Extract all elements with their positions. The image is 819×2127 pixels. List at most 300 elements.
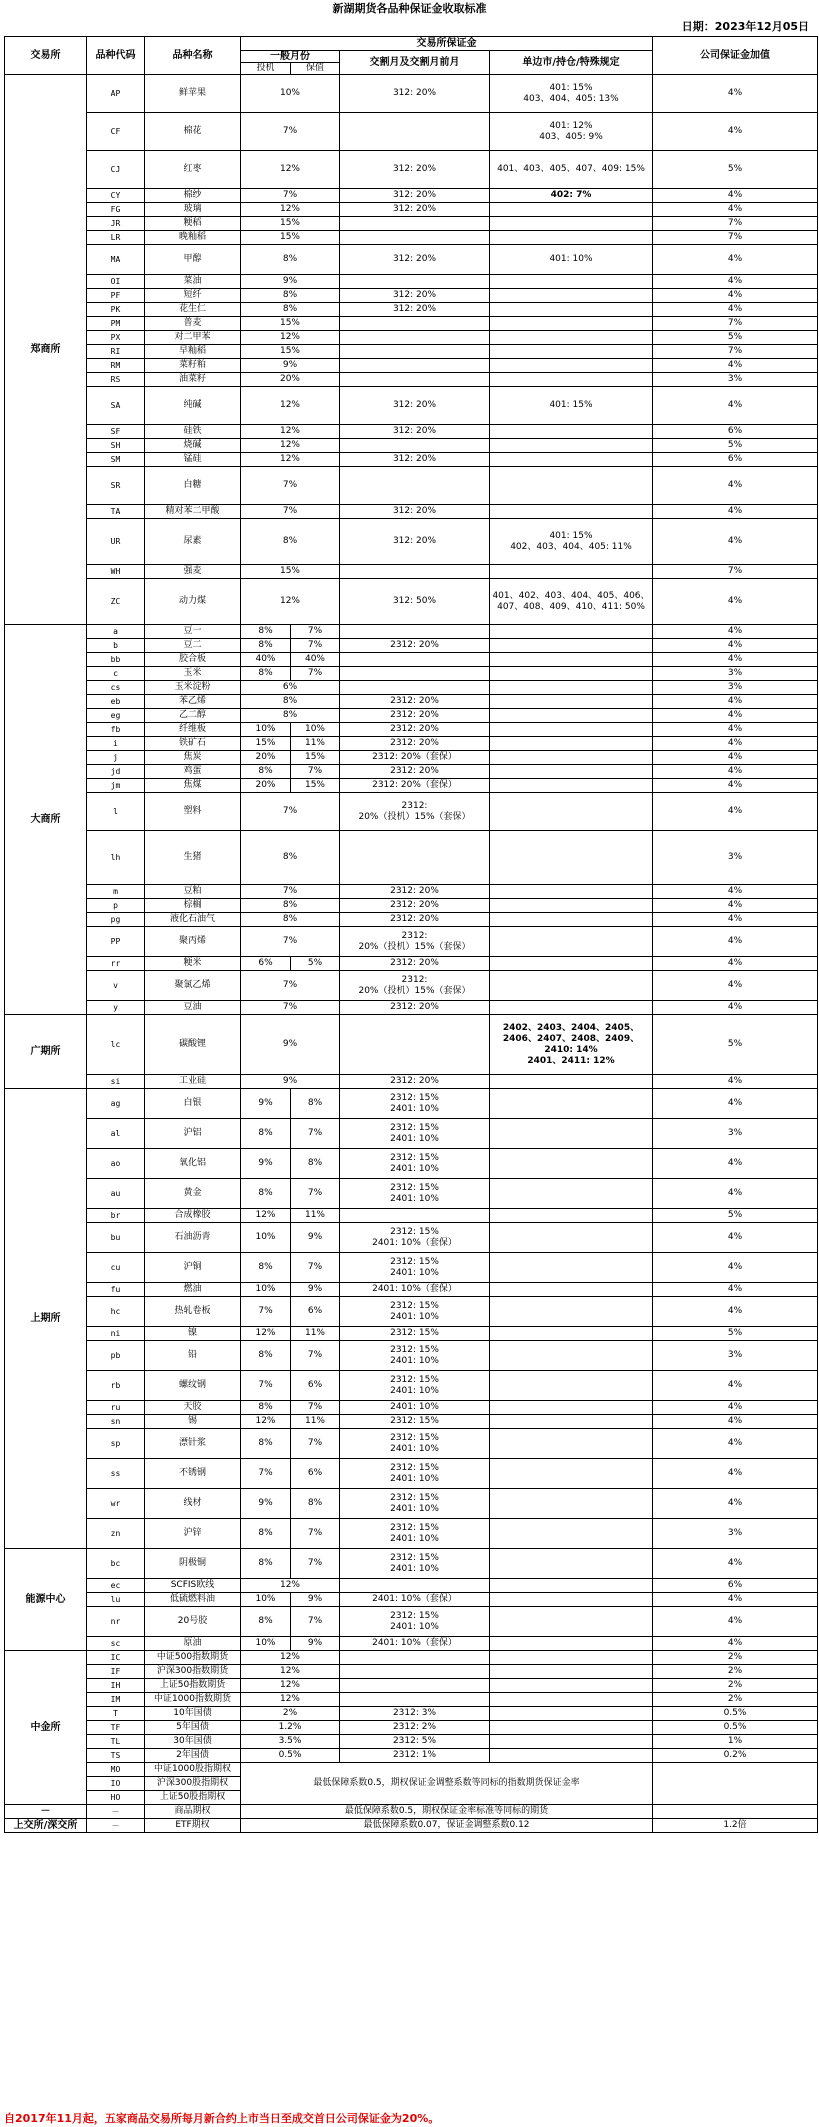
spec-cell: 12% bbox=[241, 1665, 340, 1679]
spec-cell: 8% bbox=[241, 913, 340, 927]
code-cell: eg bbox=[87, 709, 145, 723]
delivery-cell bbox=[340, 439, 490, 453]
special-cell bbox=[490, 1401, 653, 1415]
spec-cell: 12% bbox=[241, 1579, 340, 1593]
code-cell: SM bbox=[87, 453, 145, 467]
spec-cell: 7% bbox=[241, 113, 340, 151]
table-row bbox=[5, 957, 818, 971]
table-row bbox=[5, 203, 818, 217]
special-cell bbox=[490, 1721, 653, 1735]
code-cell: CF bbox=[87, 113, 145, 151]
spec-cell: 6% bbox=[241, 681, 340, 695]
code-cell: fu bbox=[87, 1283, 145, 1297]
delivery-cell: 2312: 20%（投机）15%（套保） bbox=[340, 971, 490, 1001]
special-cell bbox=[490, 765, 653, 779]
company-add-cell: 7% bbox=[653, 565, 818, 579]
hedge-cell: 7% bbox=[291, 1549, 340, 1579]
delivery-cell: 2312: 15% 2401: 10% bbox=[340, 1149, 490, 1179]
code-cell: SA bbox=[87, 387, 145, 425]
name-cell: 棉花 bbox=[145, 113, 241, 151]
company-add-cell: 4% bbox=[653, 579, 818, 625]
code-cell: lc bbox=[87, 1015, 145, 1075]
name-cell: 中证1000股指期权 bbox=[145, 1763, 241, 1777]
special-cell bbox=[490, 899, 653, 913]
spec-cell: 9% bbox=[241, 1089, 291, 1119]
company-add-cell: 4% bbox=[653, 467, 818, 505]
special-cell bbox=[490, 1693, 653, 1707]
table-row bbox=[5, 1819, 818, 1833]
hedge-cell: 7% bbox=[291, 1401, 340, 1415]
header-hedge: 保值 bbox=[291, 63, 340, 75]
company-add-cell: 4% bbox=[653, 1549, 818, 1579]
company-add-cell: 3% bbox=[653, 667, 818, 681]
code-cell: sp bbox=[87, 1429, 145, 1459]
code-cell: HO bbox=[87, 1791, 145, 1805]
header-single-side: 单边市/持仓/特殊规定 bbox=[490, 51, 653, 75]
special-cell bbox=[490, 217, 653, 231]
company-add-cell: 4% bbox=[653, 885, 818, 899]
spec-cell: 10% bbox=[241, 1223, 291, 1253]
hedge-cell: 7% bbox=[291, 1429, 340, 1459]
code-cell: zn bbox=[87, 1519, 145, 1549]
special-cell bbox=[490, 913, 653, 927]
company-add-cell: 5% bbox=[653, 1015, 818, 1075]
delivery-cell bbox=[340, 275, 490, 289]
code-cell: － bbox=[87, 1805, 145, 1819]
name-cell: 白糖 bbox=[145, 467, 241, 505]
table-row bbox=[5, 625, 818, 639]
name-cell: 烧碱 bbox=[145, 439, 241, 453]
code-cell: ZC bbox=[87, 579, 145, 625]
delivery-cell: 312: 20% bbox=[340, 289, 490, 303]
company-add-cell: 4% bbox=[653, 625, 818, 639]
name-cell: 焦煤 bbox=[145, 779, 241, 793]
delivery-cell: 312: 20% bbox=[340, 453, 490, 467]
hedge-cell: 10% bbox=[291, 723, 340, 737]
table-row bbox=[5, 913, 818, 927]
company-add-cell: 2% bbox=[653, 1693, 818, 1707]
spec-cell: 12% bbox=[241, 1679, 340, 1693]
table-row bbox=[5, 359, 818, 373]
table-row bbox=[5, 885, 818, 899]
code-cell: SH bbox=[87, 439, 145, 453]
special-cell bbox=[490, 625, 653, 639]
spec-cell: 10% bbox=[241, 1637, 291, 1651]
spec-cell: 12% bbox=[241, 439, 340, 453]
table-row bbox=[5, 1489, 818, 1519]
header-delivery-month: 交割月及交割月前月 bbox=[340, 51, 490, 75]
company-add-cell: 4% bbox=[653, 289, 818, 303]
spec-cell: 8% bbox=[241, 1179, 291, 1209]
delivery-cell: 312: 20% bbox=[340, 387, 490, 425]
name-cell: 锰硅 bbox=[145, 453, 241, 467]
table-row bbox=[5, 189, 818, 203]
code-cell: TS bbox=[87, 1749, 145, 1763]
code-cell: PK bbox=[87, 303, 145, 317]
delivery-cell: 2312: 15% 2401: 10% bbox=[340, 1607, 490, 1637]
spec-cell: 15% bbox=[241, 345, 340, 359]
table-row bbox=[5, 751, 818, 765]
date-label: 日期：2023年12月05日 bbox=[681, 20, 809, 33]
company-add-cell: 4% bbox=[653, 1429, 818, 1459]
special-cell: 402: 7% bbox=[490, 189, 653, 203]
delivery-cell: 2312: 15% 2401: 10% bbox=[340, 1253, 490, 1283]
delivery-cell: 2312: 15% 2401: 10% bbox=[340, 1371, 490, 1401]
spec-cell: 12% bbox=[241, 1327, 291, 1341]
table-row bbox=[5, 971, 818, 1001]
code-cell: CJ bbox=[87, 151, 145, 189]
table-row bbox=[5, 1089, 818, 1119]
name-cell: 棕榈 bbox=[145, 899, 241, 913]
spec-cell: 15% bbox=[241, 737, 291, 751]
table-row bbox=[5, 579, 818, 625]
delivery-cell bbox=[340, 625, 490, 639]
name-cell: 鸡蛋 bbox=[145, 765, 241, 779]
special-cell bbox=[490, 723, 653, 737]
table-row bbox=[5, 1549, 818, 1579]
special-cell bbox=[490, 885, 653, 899]
spec-cell: 7% bbox=[241, 971, 340, 1001]
name-cell: SCFIS欧线 bbox=[145, 1579, 241, 1593]
spec-cell: 7% bbox=[241, 189, 340, 203]
name-cell: 沪铜 bbox=[145, 1253, 241, 1283]
table-row bbox=[5, 1707, 818, 1721]
special-cell bbox=[490, 1679, 653, 1693]
company-add-cell: 4% bbox=[653, 203, 818, 217]
table-row bbox=[5, 331, 818, 345]
page-title: 新湖期货各品种保证金收取标准 bbox=[332, 2, 487, 15]
special-cell: 401、402、403、404、405、406、407、408、409、410、411: 50% bbox=[490, 579, 653, 625]
company-add-cell: 0.2% bbox=[653, 1749, 818, 1763]
code-cell: cs bbox=[87, 681, 145, 695]
spec-cell: 12% bbox=[241, 1651, 340, 1665]
spec-cell: 12% bbox=[241, 387, 340, 425]
header-exchange-margin: 交易所保证金 bbox=[241, 37, 653, 51]
company-add-cell: 4% bbox=[653, 505, 818, 519]
table-row bbox=[5, 695, 818, 709]
company-add-cell: 4% bbox=[653, 899, 818, 913]
code-cell: RS bbox=[87, 373, 145, 387]
code-cell: lh bbox=[87, 831, 145, 885]
spec-cell: 10% bbox=[241, 723, 291, 737]
code-cell: br bbox=[87, 1209, 145, 1223]
delivery-cell: 2312: 20%（投机）15%（套保） bbox=[340, 793, 490, 831]
table-row bbox=[5, 1401, 818, 1415]
special-cell bbox=[490, 1001, 653, 1015]
delivery-cell: 2312: 20% bbox=[340, 737, 490, 751]
table-row bbox=[5, 1607, 818, 1637]
spec-cell: 7% bbox=[241, 1371, 291, 1401]
company-add-cell: 4% bbox=[653, 1593, 818, 1607]
hedge-cell: 11% bbox=[291, 1327, 340, 1341]
name-cell: 锡 bbox=[145, 1415, 241, 1429]
company-add-cell: 7% bbox=[653, 345, 818, 359]
code-cell: WH bbox=[87, 565, 145, 579]
name-cell: 液化石油气 bbox=[145, 913, 241, 927]
code-cell: PP bbox=[87, 927, 145, 957]
name-cell: 中证1000指数期货 bbox=[145, 1693, 241, 1707]
name-cell: 塑料 bbox=[145, 793, 241, 831]
delivery-cell: 2312: 20% bbox=[340, 913, 490, 927]
company-add-cell: 4% bbox=[653, 653, 818, 667]
spec-cell: 12% bbox=[241, 453, 340, 467]
name-cell: 低硫燃料油 bbox=[145, 1593, 241, 1607]
name-cell: 沪深300股指期权 bbox=[145, 1777, 241, 1791]
name-cell: 豆粕 bbox=[145, 885, 241, 899]
table-row bbox=[5, 1693, 818, 1707]
company-add-cell: 4% bbox=[653, 1075, 818, 1089]
table-row bbox=[5, 1637, 818, 1651]
name-cell: 中证500指数期货 bbox=[145, 1651, 241, 1665]
delivery-cell bbox=[340, 231, 490, 245]
company-add-cell: 4% bbox=[653, 75, 818, 113]
table-row bbox=[5, 723, 818, 737]
name-cell: 粳稻 bbox=[145, 217, 241, 231]
name-cell: 菜籽粕 bbox=[145, 359, 241, 373]
name-cell: 粳米 bbox=[145, 957, 241, 971]
delivery-cell: 2312: 15% 2401: 10% bbox=[340, 1519, 490, 1549]
company-add-cell bbox=[653, 1805, 818, 1819]
code-cell: ni bbox=[87, 1327, 145, 1341]
special-cell bbox=[490, 359, 653, 373]
company-add-cell: 3% bbox=[653, 681, 818, 695]
table-row bbox=[5, 667, 818, 681]
margin-table bbox=[4, 36, 818, 1833]
special-cell bbox=[490, 831, 653, 885]
company-add-cell: 6% bbox=[653, 1579, 818, 1593]
spec-cell: 15% bbox=[241, 317, 340, 331]
code-cell: IO bbox=[87, 1777, 145, 1791]
company-add-cell: 3% bbox=[653, 1341, 818, 1371]
name-cell: 油菜籽 bbox=[145, 373, 241, 387]
company-add-cell: 7% bbox=[653, 231, 818, 245]
delivery-cell: 312: 20% bbox=[340, 425, 490, 439]
code-cell: SF bbox=[87, 425, 145, 439]
special-cell bbox=[490, 1749, 653, 1763]
company-add-cell: 2% bbox=[653, 1679, 818, 1693]
spec-cell: 7% bbox=[241, 505, 340, 519]
delivery-cell: 312: 50% bbox=[340, 579, 490, 625]
name-cell: 白银 bbox=[145, 1089, 241, 1119]
code-cell: p bbox=[87, 899, 145, 913]
code-cell: i bbox=[87, 737, 145, 751]
company-add-cell: 5% bbox=[653, 1209, 818, 1223]
name-cell: 强麦 bbox=[145, 565, 241, 579]
code-cell: fb bbox=[87, 723, 145, 737]
table-row bbox=[5, 231, 818, 245]
code-cell: hc bbox=[87, 1297, 145, 1327]
special-cell bbox=[490, 345, 653, 359]
table-row bbox=[5, 1297, 818, 1327]
spec-cell: 8% bbox=[241, 1341, 291, 1371]
code-cell: ss bbox=[87, 1459, 145, 1489]
company-add-cell: 4% bbox=[653, 913, 818, 927]
code-cell: IM bbox=[87, 1693, 145, 1707]
name-cell: 动力煤 bbox=[145, 579, 241, 625]
name-cell: 生猪 bbox=[145, 831, 241, 885]
exchange-cell: 中金所 bbox=[5, 1651, 87, 1805]
company-add-cell: 5% bbox=[653, 1327, 818, 1341]
code-cell: bu bbox=[87, 1223, 145, 1253]
spec-cell: 8% bbox=[241, 1429, 291, 1459]
spec-cell: 12% bbox=[241, 1693, 340, 1707]
hedge-cell: 7% bbox=[291, 1119, 340, 1149]
special-cell bbox=[490, 971, 653, 1001]
company-add-cell: 4% bbox=[653, 971, 818, 1001]
company-add-cell: 4% bbox=[653, 1223, 818, 1253]
code-cell: v bbox=[87, 971, 145, 1001]
code-cell: IC bbox=[87, 1651, 145, 1665]
special-cell bbox=[490, 681, 653, 695]
delivery-cell: 2312: 5% bbox=[340, 1735, 490, 1749]
delivery-cell: 2312: 20% bbox=[340, 709, 490, 723]
merged-note-cell: 最低保障系数0.5，期权保证金率标准等同标的期货 bbox=[241, 1805, 653, 1819]
special-cell: 2402、2403、2404、2405、2406、2407、2408、2409、2410: 14% 2401、2411: 12% bbox=[490, 1015, 653, 1075]
table-row bbox=[5, 289, 818, 303]
spec-cell: 7% bbox=[241, 1459, 291, 1489]
code-cell: wr bbox=[87, 1489, 145, 1519]
merged-note-cell: 最低保障系数0.07，保证金调整系数0.12 bbox=[241, 1819, 653, 1833]
company-add-cell: 7% bbox=[653, 217, 818, 231]
table-row bbox=[5, 439, 818, 453]
delivery-cell bbox=[340, 1693, 490, 1707]
spec-cell: 9% bbox=[241, 275, 340, 289]
spec-cell: 15% bbox=[241, 217, 340, 231]
company-add-cell: 4% bbox=[653, 303, 818, 317]
hedge-cell: 7% bbox=[291, 639, 340, 653]
table-row bbox=[5, 217, 818, 231]
delivery-cell: 2312: 20% bbox=[340, 765, 490, 779]
special-cell bbox=[490, 1459, 653, 1489]
hedge-cell: 6% bbox=[291, 1297, 340, 1327]
special-cell: 401: 12% 403、405: 9% bbox=[490, 113, 653, 151]
hedge-cell: 8% bbox=[291, 1489, 340, 1519]
delivery-cell: 2312: 20% bbox=[340, 723, 490, 737]
special-cell bbox=[490, 1607, 653, 1637]
special-cell bbox=[490, 1297, 653, 1327]
code-cell: au bbox=[87, 1179, 145, 1209]
code-cell: jm bbox=[87, 779, 145, 793]
special-cell bbox=[490, 317, 653, 331]
delivery-cell bbox=[340, 667, 490, 681]
name-cell: 线材 bbox=[145, 1489, 241, 1519]
company-add-cell: 4% bbox=[653, 275, 818, 289]
code-cell: jd bbox=[87, 765, 145, 779]
table-row bbox=[5, 793, 818, 831]
company-add-cell: 4% bbox=[653, 737, 818, 751]
name-cell: 阴极铜 bbox=[145, 1549, 241, 1579]
delivery-cell: 2312: 20%（套保） bbox=[340, 751, 490, 765]
code-cell: FG bbox=[87, 203, 145, 217]
table-row bbox=[5, 737, 818, 751]
table-row bbox=[5, 113, 818, 151]
company-add-cell: 5% bbox=[653, 331, 818, 345]
special-cell bbox=[490, 957, 653, 971]
special-cell bbox=[490, 927, 653, 957]
special-cell bbox=[490, 203, 653, 217]
company-add-cell: 3% bbox=[653, 1519, 818, 1549]
delivery-cell: 2312: 15% 2401: 10% bbox=[340, 1297, 490, 1327]
name-cell: 纤维板 bbox=[145, 723, 241, 737]
name-cell: 焦炭 bbox=[145, 751, 241, 765]
delivery-cell: 312: 20% bbox=[340, 519, 490, 565]
company-add-cell: 4% bbox=[653, 793, 818, 831]
table-row bbox=[5, 899, 818, 913]
table-row bbox=[5, 1579, 818, 1593]
table-row bbox=[5, 1209, 818, 1223]
delivery-cell bbox=[340, 1679, 490, 1693]
company-add-cell bbox=[653, 1763, 818, 1805]
spec-cell: 8% bbox=[241, 639, 291, 653]
hedge-cell: 8% bbox=[291, 1089, 340, 1119]
special-cell bbox=[490, 565, 653, 579]
company-add-cell: 3% bbox=[653, 1119, 818, 1149]
code-cell: rb bbox=[87, 1371, 145, 1401]
company-add-cell: 1% bbox=[653, 1735, 818, 1749]
delivery-cell bbox=[340, 113, 490, 151]
company-add-cell: 4% bbox=[653, 189, 818, 203]
company-add-cell: 4% bbox=[653, 1415, 818, 1429]
name-cell: 沪铝 bbox=[145, 1119, 241, 1149]
name-cell: 螺纹钢 bbox=[145, 1371, 241, 1401]
table-row bbox=[5, 927, 818, 957]
special-cell: 401: 15% 402、403、404、405: 11% bbox=[490, 519, 653, 565]
spec-cell: 8% bbox=[241, 1607, 291, 1637]
spec-cell: 8% bbox=[241, 1119, 291, 1149]
code-cell: y bbox=[87, 1001, 145, 1015]
delivery-cell: 2401: 10% bbox=[340, 1401, 490, 1415]
table-row bbox=[5, 1651, 818, 1665]
company-add-cell: 4% bbox=[653, 957, 818, 971]
code-cell: MA bbox=[87, 245, 145, 275]
spec-cell: 10% bbox=[241, 1593, 291, 1607]
spec-cell: 7% bbox=[241, 1001, 340, 1015]
delivery-cell: 2312: 15% 2401: 10% bbox=[340, 1429, 490, 1459]
delivery-cell: 2312: 20% bbox=[340, 899, 490, 913]
code-cell: OI bbox=[87, 275, 145, 289]
code-cell: ag bbox=[87, 1089, 145, 1119]
code-cell: sc bbox=[87, 1637, 145, 1651]
company-add-cell: 4% bbox=[653, 519, 818, 565]
hedge-cell: 7% bbox=[291, 765, 340, 779]
special-cell bbox=[490, 467, 653, 505]
delivery-cell bbox=[340, 1665, 490, 1679]
code-cell: IF bbox=[87, 1665, 145, 1679]
company-add-cell: 4% bbox=[653, 1401, 818, 1415]
delivery-cell: 312: 20% bbox=[340, 189, 490, 203]
delivery-cell bbox=[340, 1015, 490, 1075]
company-add-cell: 0.5% bbox=[653, 1721, 818, 1735]
spec-cell: 8% bbox=[241, 289, 340, 303]
spec-cell: 8% bbox=[241, 245, 340, 275]
company-add-cell: 4% bbox=[653, 723, 818, 737]
name-cell: 天胶 bbox=[145, 1401, 241, 1415]
spec-cell: 1.2% bbox=[241, 1721, 340, 1735]
company-add-cell: 7% bbox=[653, 317, 818, 331]
table-row bbox=[5, 1341, 818, 1371]
name-cell: 碳酸锂 bbox=[145, 1015, 241, 1075]
company-add-cell: 0.5% bbox=[653, 1707, 818, 1721]
exchange-cell: 能源中心 bbox=[5, 1549, 87, 1651]
name-cell: 短纤 bbox=[145, 289, 241, 303]
table-row bbox=[5, 765, 818, 779]
hedge-cell: 7% bbox=[291, 1519, 340, 1549]
company-add-cell: 2% bbox=[653, 1665, 818, 1679]
code-cell: eb bbox=[87, 695, 145, 709]
table-row bbox=[5, 1371, 818, 1401]
special-cell bbox=[490, 439, 653, 453]
spec-cell: 8% bbox=[241, 831, 340, 885]
